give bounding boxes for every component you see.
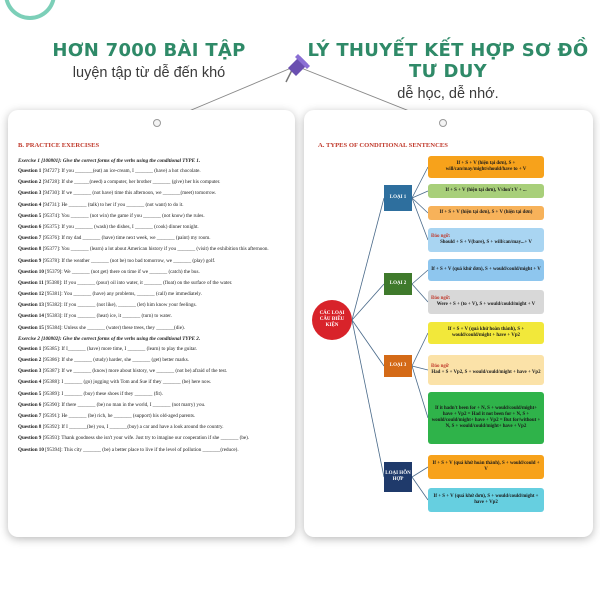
question-label: Question 8 xyxy=(18,246,42,253)
question-item xyxy=(18,213,288,219)
question-text: [95394]: This city _______ (be) a better place to live if the level of pollution _______(reduce). xyxy=(43,446,239,453)
formula-text: Should + S + V(bare), S + will/can/may...+ V xyxy=(440,240,532,245)
formula-text: If it hadn't been for + N, S + would/could/might+ have + Vp2 = Had it not been for + N, S + would/could/might+ have + Vp2 = But for/without + N, S + would/could/might+ have + Vp2 xyxy=(431,405,541,430)
formula-text: If + S + V (hiện tại đơn), S + V (hiện tại đơn) xyxy=(439,209,533,215)
decorative-arc xyxy=(4,0,56,20)
question-item xyxy=(18,302,288,308)
question-item xyxy=(18,357,288,363)
question-label: Question 9 xyxy=(18,435,42,442)
formula-box xyxy=(428,392,544,444)
question-label: Question 3 xyxy=(18,190,42,197)
question-label: Question 7 xyxy=(18,412,42,419)
formula-text: If + S + V (quá khứ hoàn thành), S + would/could + V xyxy=(432,460,540,472)
question-item xyxy=(18,313,288,319)
question-text: [95392]: If I _______(be) you, I _______(buy) a car and have a look around the country. xyxy=(41,424,224,431)
formula-box xyxy=(428,228,544,252)
mindmap-connector xyxy=(412,366,428,418)
question-label: Question 9 xyxy=(18,257,42,264)
question-text: [95376]: If my dad _______ (have) time next week, we _______ (paint) my room. xyxy=(41,235,211,242)
mindmap-group-node: LOẠI 3 xyxy=(384,355,412,377)
formula-label: Đảo ngữ: xyxy=(431,295,451,301)
exercise-1-questions xyxy=(18,168,288,331)
question-text: [95391]: He _______ (be) rich, he _______ (support) his old-aged parents. xyxy=(41,412,196,419)
formula-text: If + S + V (hiện tại đơn), V/don't V + ... xyxy=(445,187,527,193)
question-label: Question 4 xyxy=(18,379,42,386)
mindmap-connector xyxy=(412,467,428,477)
mindmap-group-node: LOẠI HỖN HỢP xyxy=(384,462,412,492)
question-item xyxy=(18,391,288,397)
header-right xyxy=(300,40,596,102)
question-text: [95384]: Unless she _______ (water) these trees, they _______(die). xyxy=(43,324,185,331)
mindmap-connector xyxy=(412,191,428,198)
question-label: Question 14 xyxy=(18,313,44,320)
question-item xyxy=(18,368,288,374)
question-text: [95382]: If you _______ (not like), _______ (let) him know your feelings. xyxy=(43,302,197,309)
header-left xyxy=(18,40,280,81)
question-label: Question 6 xyxy=(18,223,42,230)
formula-text: If + S + V (hiện tại đơn), S + will/can/may/might/should/have to + V xyxy=(445,160,527,172)
exercise-2-title: Exercise 2 [100802]: Give the correct forms of the verbs using the conditional TYPE 2. xyxy=(18,335,201,342)
question-text: [94728]: If she ______(need) a computer, her brother _______ (give) her his computer. xyxy=(41,179,221,186)
question-label: Question 6 xyxy=(18,401,42,408)
question-item xyxy=(18,168,288,174)
question-label: Question 1 xyxy=(18,168,42,174)
question-item xyxy=(18,190,288,196)
question-label: Question 4 xyxy=(18,201,42,208)
question-label: Question 3 xyxy=(18,368,42,375)
hanging-hole xyxy=(153,119,161,127)
question-text: [95388]: I _______ (go) jogging with Tom and Sue if they _______ (be) here now. xyxy=(41,379,212,386)
formula-text: If + S + V (quá khứ hoàn thành), S + would/could/might + have + Vp2 xyxy=(447,326,525,338)
mindmap-connector xyxy=(412,477,428,500)
formula-box xyxy=(428,290,544,314)
question-text: [94731]: He _______ (talk) to her if you _______ (not want) to do it. xyxy=(41,201,184,208)
question-label: Question 2 xyxy=(18,357,42,363)
question-text: [95378]: If the weather _______ (not be) too bad tomorrow, we _______ (play) golf. xyxy=(41,257,216,264)
question-text: [95385]: If I_______ (have) more time, I _______ (learn) to play the guitar. xyxy=(41,345,198,352)
formula-box xyxy=(428,488,544,512)
formula-text: Were + S + (to + V), S + would/could/might + V xyxy=(436,302,536,307)
theory-title: A. TYPES OF CONDITIONAL SENTENCES xyxy=(318,142,448,149)
theory-card xyxy=(304,110,593,537)
question-item xyxy=(18,325,288,331)
formula-text: Had + S + Vp2, S + would/could/might + have + Vp2 xyxy=(431,370,541,375)
exercise-1-title: Exercise 1 [100801]: Give the correct forms of the verbs using the conditional TYPE 1. xyxy=(18,158,201,164)
exercise-2-questions xyxy=(18,346,288,453)
formula-box xyxy=(428,355,544,385)
mindmap-connector xyxy=(412,366,428,370)
formula-text: If + S + V (quá khứ đơn), S + would/could/might + V xyxy=(431,266,541,272)
formula-box xyxy=(428,322,544,344)
question-item xyxy=(18,235,288,241)
question-text: [95379]: We _______ (not get) there on time if we _______ (catch) the bus. xyxy=(43,268,200,275)
header-right-subtitle: dễ học, dễ nhớ. xyxy=(397,86,499,102)
question-text: [95380]: If you _______ (pour) oil into water, it _______ (float) on the surface of the water. xyxy=(43,279,233,286)
exercise-list xyxy=(18,158,288,458)
question-label: Question 12 xyxy=(18,291,44,298)
question-label: Question 11 xyxy=(18,279,44,286)
question-item xyxy=(18,258,288,264)
question-label: Question 2 xyxy=(18,179,42,186)
question-text: [95386]: If she _______ (study) harder, she _______ (get) better marks. xyxy=(41,357,189,363)
question-item xyxy=(18,202,288,208)
question-item xyxy=(18,379,288,385)
question-item xyxy=(18,291,288,297)
mindmap-connector xyxy=(412,333,428,366)
question-text: [95381]: You _______ (have) any problems, _______ (call) me immediately. xyxy=(43,291,202,298)
header-left-title: HƠN 7000 BÀI TẬP xyxy=(52,40,246,61)
question-text: [95393]: Thank goodness she isn't your wife. Just try to imagine our cooperation if she _______ (be). xyxy=(41,435,250,442)
formula-box xyxy=(428,156,544,178)
mindmap-group-node: LOẠI 2 xyxy=(384,273,412,295)
formula-label: Đảo ngữ: xyxy=(431,233,451,239)
formula-text: If + S + V (quá khứ đơn), S + would/could/might + have + Vp2 xyxy=(433,493,539,505)
question-label: Question 13 xyxy=(18,302,44,309)
header-left-subtitle: luyện tập từ dễ đến khó xyxy=(72,65,226,81)
question-item xyxy=(18,402,288,408)
question-text: [95390]: If there _______ (be) no man in the world, I _______ (not marry) you. xyxy=(41,401,206,408)
question-label: Question 10 xyxy=(18,268,44,275)
formula-box xyxy=(428,184,544,198)
mindmap-connector xyxy=(412,198,428,240)
question-item xyxy=(18,179,288,185)
question-text: [95387]: If we _______ (know) more about history, we _______ (not be) afraid of the test. xyxy=(41,368,228,375)
question-item xyxy=(18,413,288,419)
question-item xyxy=(18,435,288,441)
question-label: Question 1 xyxy=(18,345,42,352)
mindmap-center-node: CÁC LOẠI CÂU ĐIỀU KIỆN xyxy=(312,300,352,340)
mindmap-connector xyxy=(412,270,428,284)
mindmap-connector xyxy=(412,198,428,213)
question-text: [94730]: If we _______ (not have) time this afternoon, we _______(meet) tomorrow. xyxy=(41,190,217,197)
question-label: Question 5 xyxy=(18,212,42,219)
formula-box xyxy=(428,206,544,220)
formula-label: Đảo ngữ xyxy=(431,363,449,369)
question-item xyxy=(18,269,288,275)
question-label: Question 8 xyxy=(18,424,42,431)
question-item xyxy=(18,280,288,286)
question-item xyxy=(18,224,288,230)
mindmap-group-node: LOẠI 1 xyxy=(384,185,412,211)
formula-box xyxy=(428,455,544,479)
header-right-title: LÝ THUYẾT KẾT HỢP SƠ ĐỒ TƯ DUY xyxy=(307,40,589,82)
mindmap-connector xyxy=(412,284,428,302)
question-item xyxy=(18,447,288,453)
question-label: Question 10 xyxy=(18,446,44,453)
question-label: Question 5 xyxy=(18,390,42,397)
question-item xyxy=(18,246,288,252)
question-text: [95375]: If you _______ (wash) the dishes, I _______ (cook) dinner tonight. xyxy=(41,223,199,230)
question-item xyxy=(18,424,288,430)
practice-card xyxy=(8,110,295,537)
formula-box xyxy=(428,259,544,281)
push-pin-icon xyxy=(276,48,316,88)
question-text: [95374]: You _______ (not win) the game if you _______ (not know) the rules. xyxy=(41,212,205,219)
question-text: [94727]: If you _______(eat) an ice-cream, I _______ (have) a hot chocolate. xyxy=(41,168,201,174)
question-item xyxy=(18,346,288,352)
question-label: Question 7 xyxy=(18,235,42,242)
question-text: [95377]: You _______ (learn) a lot about American history if you _______ (visit) the exhibition this afternoon. xyxy=(41,246,269,253)
question-text: [95383]: If you _______ (heat) ice, it _______ (turn) to water. xyxy=(43,313,172,320)
mindmap-connector xyxy=(412,167,428,198)
question-label: Question 15 xyxy=(18,324,44,331)
practice-title: B. PRACTICE EXERCISES xyxy=(18,142,100,149)
question-text: [95389]: I _______ (buy) these shoes if they _______ (fit). xyxy=(41,390,163,397)
